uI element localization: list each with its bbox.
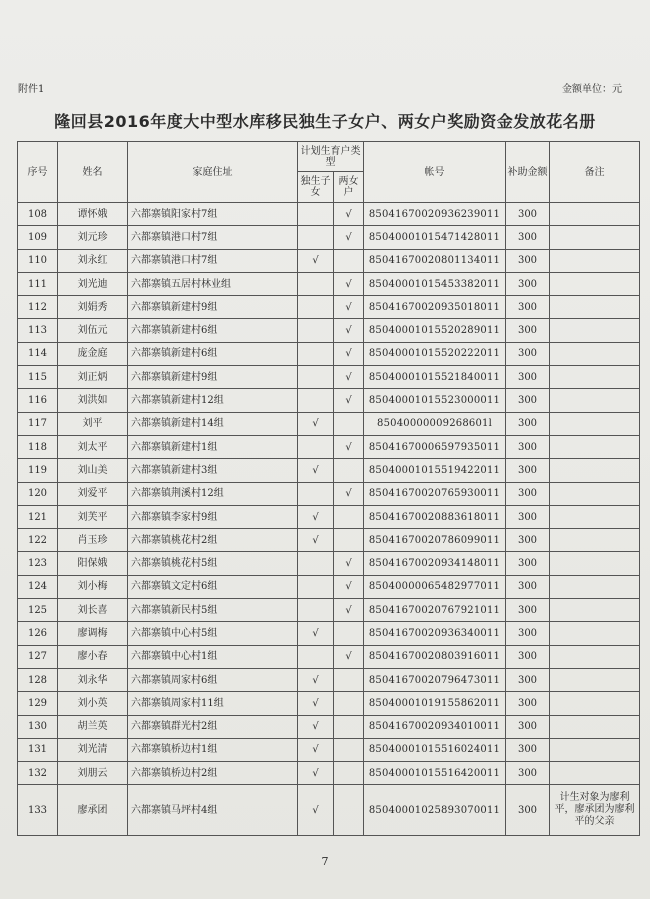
cell-seq: 114 [18,342,58,365]
cell-only-child [298,552,334,575]
cell-only-child-check: √ [298,505,334,528]
cell-account: 85040001025893070011 [364,785,506,836]
cell-remarks [550,203,640,226]
cell-remarks [550,505,640,528]
cell-seq: 122 [18,529,58,552]
cell-subsidy: 300 [506,435,550,458]
cell-only-child-check: √ [298,692,334,715]
cell-seq: 126 [18,622,58,645]
cell-remarks [550,668,640,691]
table-row [18,692,640,715]
cell-seq: 109 [18,226,58,249]
cell-two-girls [334,692,364,715]
cell-account: 85040001015519422011 [364,459,506,482]
cell-only-child [298,435,334,458]
cell-two-girls-check: √ [334,645,364,668]
cell-remarks [550,319,640,342]
table-row [18,552,640,575]
cell-remarks [550,226,640,249]
table-row [18,296,640,319]
cell-account: 85041670006597935011 [364,435,506,458]
cell-address: 六都寨镇新建村6组 [128,342,298,365]
attachment-label: 附件1 [18,84,45,95]
cell-address: 六都寨镇新建村9组 [128,296,298,319]
cell-two-girls [334,715,364,738]
cell-address: 六都寨镇荆溪村12组 [128,482,298,505]
cell-account: 85041670020936340011 [364,622,506,645]
cell-address: 六都寨镇五居村林业组 [128,272,298,295]
cell-remarks [550,366,640,389]
cell-seq: 129 [18,692,58,715]
cell-address: 六都寨镇港口村7组 [128,249,298,272]
cell-account: 85040001015516024011 [364,738,506,761]
cell-subsidy: 300 [506,459,550,482]
cell-account: 85041670020786099011 [364,529,506,552]
cell-name: 刘小英 [58,692,128,715]
cell-subsidy: 300 [506,412,550,435]
cell-seq: 128 [18,668,58,691]
table-header [18,142,640,203]
cell-remarks [550,482,640,505]
cell-two-girls [334,668,364,691]
cell-name: 刘爱平 [58,482,128,505]
cell-name: 阳保娥 [58,552,128,575]
cell-only-child [298,575,334,598]
cell-account: 85040000065482977011 [364,575,506,598]
cell-two-girls [334,738,364,761]
table-row [18,785,640,836]
cell-account: 85040001015453382011 [364,272,506,295]
table-row [18,226,640,249]
cell-seq: 131 [18,738,58,761]
table-row [18,575,640,598]
cell-two-girls-check: √ [334,389,364,412]
cell-name: 胡兰英 [58,715,128,738]
cell-name: 刘平 [58,412,128,435]
cell-name: 廖调梅 [58,622,128,645]
col-remarks: 备注 [550,142,640,203]
cell-account: 85040000009268601l [364,412,506,435]
cell-address: 六都寨镇中心村1组 [128,645,298,668]
cell-seq: 119 [18,459,58,482]
cell-name: 刘光迪 [58,272,128,295]
cell-only-child-check: √ [298,529,334,552]
cell-account: 85040001015520289011 [364,319,506,342]
cell-address: 六都寨镇桥边村1组 [128,738,298,761]
cell-remarks [550,738,640,761]
cell-seq: 110 [18,249,58,272]
cell-name: 刘小梅 [58,575,128,598]
table-row [18,645,640,668]
cell-only-child-check: √ [298,715,334,738]
cell-two-girls-check: √ [334,342,364,365]
cell-seq: 130 [18,715,58,738]
cell-remarks [550,529,640,552]
cell-address: 六都寨镇周家村11组 [128,692,298,715]
cell-account: 85040001019155862011 [364,692,506,715]
cell-only-child [298,272,334,295]
table-row [18,435,640,458]
cell-account: 85041670020936239011 [364,203,506,226]
cell-only-child-check: √ [298,622,334,645]
cell-only-child-check: √ [298,412,334,435]
cell-address: 六都寨镇中心村5组 [128,622,298,645]
cell-subsidy: 300 [506,529,550,552]
cell-only-child [298,296,334,319]
page-number: 7 [321,855,329,868]
cell-account: 85041670020765930011 [364,482,506,505]
cell-two-girls [334,529,364,552]
cell-account: 85040001015523000011 [364,389,506,412]
table-row [18,715,640,738]
cell-two-girls [334,412,364,435]
cell-seq: 123 [18,552,58,575]
cell-subsidy: 300 [506,505,550,528]
cell-two-girls-check: √ [334,319,364,342]
cell-account: 85041670020767921011 [364,599,506,622]
cell-name: 廖承团 [58,785,128,836]
cell-remarks [550,715,640,738]
cell-remarks [550,272,640,295]
cell-name: 刘永红 [58,249,128,272]
table-row [18,412,640,435]
cell-subsidy: 300 [506,645,550,668]
cell-two-girls [334,762,364,785]
cell-seq: 108 [18,203,58,226]
cell-two-girls-check: √ [334,435,364,458]
col-seq: 序号 [18,142,58,203]
cell-address: 六都寨镇新建村12组 [128,389,298,412]
cell-subsidy: 300 [506,342,550,365]
cell-seq: 120 [18,482,58,505]
cell-account: 85041670020883618011 [364,505,506,528]
cell-account: 85040001015471428011 [364,226,506,249]
cell-name: 刘娟秀 [58,296,128,319]
col-account: 帐号 [364,142,506,203]
table-row [18,342,640,365]
cell-account: 85040001015520222011 [364,342,506,365]
cell-seq: 113 [18,319,58,342]
table-row [18,599,640,622]
cell-seq: 115 [18,366,58,389]
cell-name: 刘太平 [58,435,128,458]
cell-subsidy: 300 [506,692,550,715]
cell-address: 六都寨镇桃花村5组 [128,552,298,575]
cell-subsidy: 300 [506,622,550,645]
cell-two-girls-check: √ [334,366,364,389]
cell-remarks [550,552,640,575]
cell-only-child-check: √ [298,762,334,785]
cell-address: 六都寨镇新建村1组 [128,435,298,458]
col-two-girls: 两女户 [334,172,364,203]
cell-account: 85041670020934010011 [364,715,506,738]
cell-only-child [298,645,334,668]
cell-address: 六都寨镇马坪村4组 [128,785,298,836]
cell-account: 85040001015516420011 [364,762,506,785]
cell-account: 85041670020935018011 [364,296,506,319]
table-row [18,482,640,505]
cell-seq: 117 [18,412,58,435]
cell-two-girls-check: √ [334,203,364,226]
cell-name: 廖小春 [58,645,128,668]
cell-only-child [298,203,334,226]
cell-address: 六都寨镇群光村2组 [128,715,298,738]
cell-name: 谭怀娥 [58,203,128,226]
cell-two-girls-check: √ [334,482,364,505]
cell-seq: 132 [18,762,58,785]
cell-account: 85041670020801134011 [364,249,506,272]
cell-name: 刘永华 [58,668,128,691]
cell-remarks [550,389,640,412]
cell-only-child [298,342,334,365]
cell-subsidy: 300 [506,762,550,785]
cell-two-girls-check: √ [334,226,364,249]
cell-subsidy: 300 [506,272,550,295]
cell-remarks [550,435,640,458]
cell-two-girls-check: √ [334,575,364,598]
cell-two-girls-check: √ [334,552,364,575]
table-row [18,272,640,295]
page-title: 隆回县2016年度大中型水库移民独生子女户、两女户奖励资金发放花名册 [54,112,596,131]
col-only-child: 独生子女 [298,172,334,203]
cell-subsidy: 300 [506,668,550,691]
cell-seq: 125 [18,599,58,622]
cell-name: 刘洪如 [58,389,128,412]
cell-remarks [550,249,640,272]
cell-only-child-check: √ [298,738,334,761]
cell-subsidy: 300 [506,785,550,836]
cell-only-child [298,482,334,505]
cell-name: 庞金庭 [58,342,128,365]
table-row [18,249,640,272]
cell-only-child [298,599,334,622]
table-row [18,738,640,761]
cell-address: 六都寨镇新建村9组 [128,366,298,389]
cell-subsidy: 300 [506,296,550,319]
table-row [18,529,640,552]
cell-account: 85041670020796473011 [364,668,506,691]
cell-remarks [550,575,640,598]
cell-subsidy: 300 [506,389,550,412]
cell-address: 六都寨镇李家村9组 [128,505,298,528]
cell-remarks [550,296,640,319]
cell-address: 六都寨镇港口村7组 [128,226,298,249]
cell-name: 刘正炳 [58,366,128,389]
cell-address: 六都寨镇周家村6组 [128,668,298,691]
cell-seq: 118 [18,435,58,458]
table-row [18,366,640,389]
table-row [18,505,640,528]
cell-only-child-check: √ [298,459,334,482]
cell-subsidy: 300 [506,715,550,738]
cell-subsidy: 300 [506,552,550,575]
cell-address: 六都寨镇新建村6组 [128,319,298,342]
cell-only-child-check: √ [298,249,334,272]
cell-name: 刘长喜 [58,599,128,622]
col-name: 姓名 [58,142,128,203]
cell-seq: 124 [18,575,58,598]
cell-only-child [298,389,334,412]
cell-name: 刘山美 [58,459,128,482]
cell-subsidy: 300 [506,482,550,505]
table-body [18,203,640,836]
cell-seq: 111 [18,272,58,295]
cell-name: 刘朋云 [58,762,128,785]
cell-two-girls [334,505,364,528]
table-row [18,389,640,412]
cell-subsidy: 300 [506,319,550,342]
cell-address: 六都寨镇桥边村2组 [128,762,298,785]
cell-name: 刘芙平 [58,505,128,528]
cell-address: 六都寨镇桃花村2组 [128,529,298,552]
cell-address: 六都寨镇阳家村7组 [128,203,298,226]
cell-seq: 116 [18,389,58,412]
cell-two-girls [334,785,364,836]
cell-two-girls [334,459,364,482]
cell-two-girls-check: √ [334,599,364,622]
table-row [18,762,640,785]
cell-subsidy: 300 [506,366,550,389]
cell-address: 六都寨镇新民村5组 [128,599,298,622]
cell-remarks [550,692,640,715]
cell-seq: 133 [18,785,58,836]
cell-seq: 112 [18,296,58,319]
cell-remarks [550,762,640,785]
currency-unit: 金额单位：元 [562,84,622,95]
cell-name: 刘元珍 [58,226,128,249]
cell-remarks [550,599,640,622]
cell-remarks [550,342,640,365]
cell-name: 刘光清 [58,738,128,761]
cell-only-child-check: √ [298,668,334,691]
cell-only-child-check: √ [298,785,334,836]
cell-account: 85040001015521840011 [364,366,506,389]
cell-account: 85041670020934148011 [364,552,506,575]
cell-two-girls [334,249,364,272]
col-address: 家庭住址 [128,142,298,203]
cell-two-girls-check: √ [334,272,364,295]
cell-only-child [298,319,334,342]
cell-address: 六都寨镇文定村6组 [128,575,298,598]
cell-name: 刘伍元 [58,319,128,342]
cell-subsidy: 300 [506,599,550,622]
table-row [18,203,640,226]
cell-only-child [298,226,334,249]
cell-seq: 127 [18,645,58,668]
table-row [18,668,640,691]
cell-seq: 121 [18,505,58,528]
roster-table [17,141,640,836]
cell-remarks [550,622,640,645]
table-row [18,459,640,482]
cell-only-child [298,366,334,389]
cell-subsidy: 300 [506,249,550,272]
cell-two-girls-check: √ [334,296,364,319]
cell-subsidy: 300 [506,575,550,598]
col-plan-type: 计划生育户类型 [298,142,364,172]
cell-subsidy: 300 [506,738,550,761]
cell-subsidy: 300 [506,203,550,226]
cell-remarks [550,645,640,668]
cell-subsidy: 300 [506,226,550,249]
cell-remarks: 计生对象为廖利平，廖承团为廖利平的父亲 [550,785,640,836]
table-row [18,622,640,645]
cell-two-girls [334,622,364,645]
col-subsidy: 补助金额 [506,142,550,203]
cell-remarks [550,412,640,435]
cell-account: 85041670020803916011 [364,645,506,668]
cell-address: 六都寨镇新建村14组 [128,412,298,435]
cell-name: 肖玉珍 [58,529,128,552]
table-row [18,319,640,342]
cell-address: 六都寨镇新建村3组 [128,459,298,482]
cell-remarks [550,459,640,482]
